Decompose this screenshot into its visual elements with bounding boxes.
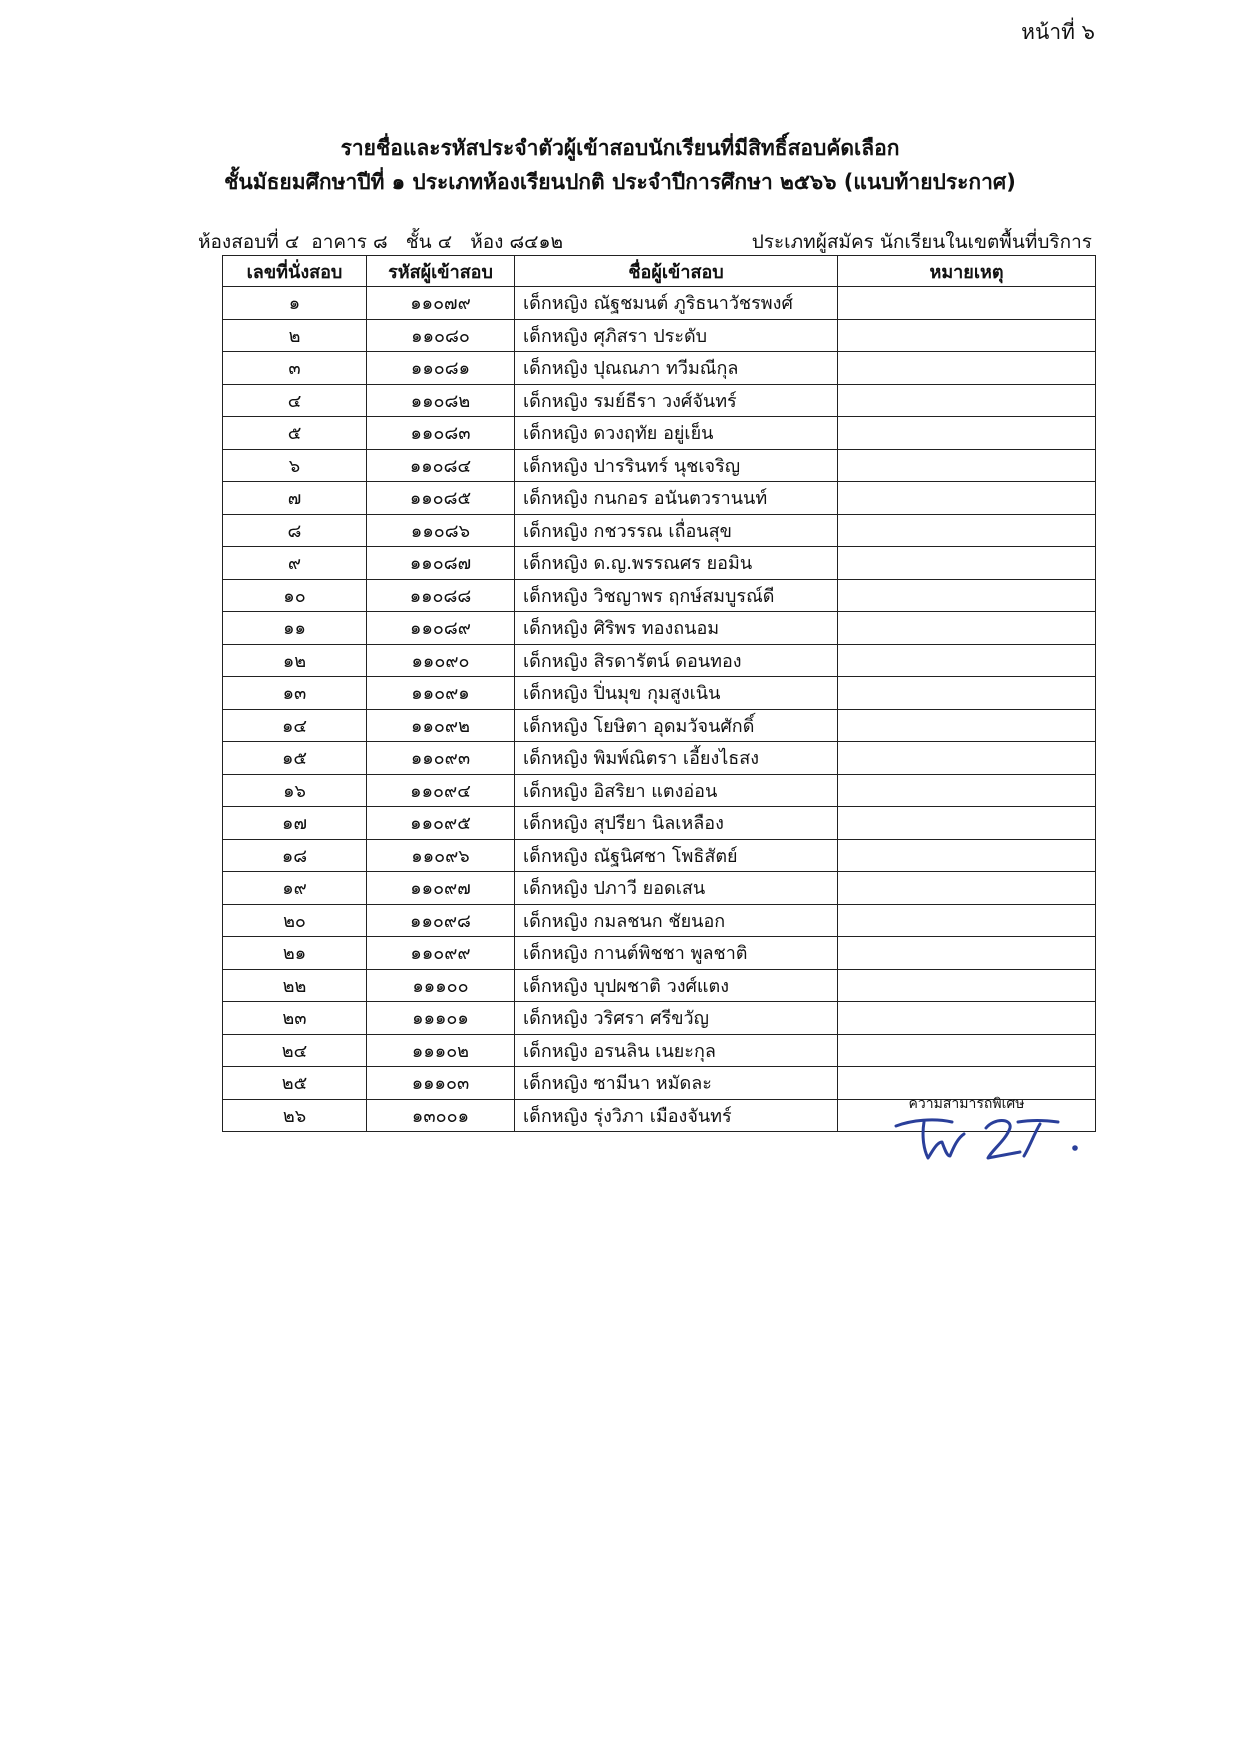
table-row: [223, 969, 1096, 1002]
table-row: [223, 579, 1096, 612]
remarks-cell: [838, 807, 1096, 840]
candidate-code-cell: ๑๑๑๐๐: [367, 969, 515, 1002]
seat-number-cell: ๑๐: [223, 579, 367, 612]
candidate-table: [222, 255, 1096, 1132]
table-row: [223, 774, 1096, 807]
seat-number-cell: ๑: [223, 287, 367, 320]
remarks-cell: [838, 677, 1096, 710]
header-remarks: หมายเหตุ: [838, 256, 1096, 287]
candidate-name-cell: เด็กหญิง ปารรินทร์ นุชเจริญ: [515, 449, 838, 482]
remarks-cell: [838, 547, 1096, 580]
document-title-line1: รายชื่อและรหัสประจำตัวผู้เข้าสอบนักเรียนที่มีสิทธิ์สอบคัดเลือก: [340, 136, 900, 160]
candidate-name-cell: เด็กหญิง รมย์ธีรา วงศ์จันทร์: [515, 384, 838, 417]
remarks-cell: [838, 872, 1096, 905]
remarks-cell: [838, 742, 1096, 775]
candidate-name-cell: เด็กหญิง ปิ่นมุข กุมสูงเนิน: [515, 677, 838, 710]
candidate-name-cell: เด็กหญิง อรนลิน เนยะกุล: [515, 1034, 838, 1067]
remarks-cell: [838, 904, 1096, 937]
candidate-name-cell: เด็กหญิง ซามีนา หมัดละ: [515, 1067, 838, 1100]
seat-number-cell: ๖: [223, 449, 367, 482]
remarks-cell: [838, 352, 1096, 385]
table-body: [223, 287, 1096, 1132]
seat-number-cell: ๑๒: [223, 644, 367, 677]
candidate-name-cell: เด็กหญิง ณัฐนิศชา โพธิสัตย์: [515, 839, 838, 872]
table-row: [223, 449, 1096, 482]
remarks-cell: [838, 1034, 1096, 1067]
header-candidate-code: รหัสผู้เข้าสอบ: [367, 256, 515, 287]
seat-number-cell: ๑๘: [223, 839, 367, 872]
document-title-line2: ชั้นมัธยมศึกษาปีที่ ๑ ประเภทห้องเรียนปกติ ประจำปีการศึกษา ๒๕๖๖ (แนบท้ายประกาศ): [224, 170, 1016, 194]
header-seat-number: เลขที่นั่งสอบ: [223, 256, 367, 287]
candidate-name-cell: เด็กหญิง กชวรรณ เถื่อนสุข: [515, 514, 838, 547]
table-row: [223, 937, 1096, 970]
table-row: [223, 287, 1096, 320]
table-row: [223, 612, 1096, 645]
candidate-code-cell: ๑๑๐๘๘: [367, 579, 515, 612]
remarks-cell: [838, 579, 1096, 612]
candidate-name-cell: เด็กหญิง ศิริพร ทองถนอม: [515, 612, 838, 645]
seat-number-cell: ๒๓: [223, 1002, 367, 1035]
remarks-cell: [838, 1002, 1096, 1035]
candidate-name-cell: เด็กหญิง อิสริยา แตงอ่อน: [515, 774, 838, 807]
seat-number-cell: ๒๐: [223, 904, 367, 937]
candidate-name-cell: เด็กหญิง สุปรียา นิลเหลือง: [515, 807, 838, 840]
seat-number-cell: ๒๕: [223, 1067, 367, 1100]
candidate-name-cell: เด็กหญิง กมลชนก ชัยนอก: [515, 904, 838, 937]
candidate-code-cell: ๑๑๑๐๑: [367, 1002, 515, 1035]
candidate-code-cell: ๑๑๐๙๕: [367, 807, 515, 840]
candidate-code-cell: ๑๑๐๙๗: [367, 872, 515, 905]
seat-number-cell: ๒: [223, 319, 367, 352]
candidate-code-cell: ๑๑๑๐๓: [367, 1067, 515, 1100]
remarks-cell: [838, 417, 1096, 450]
table-row: [223, 482, 1096, 515]
remarks-cell: [838, 644, 1096, 677]
table-row: [223, 872, 1096, 905]
candidate-code-cell: ๑๑๐๘๖: [367, 514, 515, 547]
candidate-code-cell: ๑๑๐๙๙: [367, 937, 515, 970]
candidate-name-cell: เด็กหญิง ปุณณภา ทวีมณีกุล: [515, 352, 838, 385]
candidate-code-cell: ๑๑๐๘๕: [367, 482, 515, 515]
seat-number-cell: ๑๔: [223, 709, 367, 742]
seat-number-cell: ๒๔: [223, 1034, 367, 1067]
seat-number-cell: ๑๑: [223, 612, 367, 645]
seat-number-cell: ๑๓: [223, 677, 367, 710]
table-row: [223, 1002, 1096, 1035]
remarks-text: ความสามารถพิเศษ: [908, 1095, 1025, 1112]
candidate-code-cell: ๑๑๑๐๒: [367, 1034, 515, 1067]
candidate-name-cell: เด็กหญิง ดวงฤทัย อยู่เย็น: [515, 417, 838, 450]
table-row: [223, 644, 1096, 677]
signature-icon: [890, 1112, 1090, 1172]
seat-number-cell: ๙: [223, 547, 367, 580]
remarks-cell: [838, 514, 1096, 547]
seat-number-cell: ๓: [223, 352, 367, 385]
candidate-code-cell: ๑๑๐๙๑: [367, 677, 515, 710]
candidate-code-cell: ๑๑๐๘๑: [367, 352, 515, 385]
remarks-cell: [838, 612, 1096, 645]
table-row: [223, 904, 1096, 937]
candidate-code-cell: ๑๑๐๙๐: [367, 644, 515, 677]
candidate-code-cell: ๑๑๐๘๔: [367, 449, 515, 482]
seat-number-cell: ๔: [223, 384, 367, 417]
candidate-name-cell: เด็กหญิง ศุภิสรา ประดับ: [515, 319, 838, 352]
seat-number-cell: ๑๙: [223, 872, 367, 905]
seat-number-cell: ๑๖: [223, 774, 367, 807]
remarks-cell: [838, 774, 1096, 807]
table-row: [223, 384, 1096, 417]
table-row: [223, 352, 1096, 385]
candidate-code-cell: ๑๑๐๘๗: [367, 547, 515, 580]
candidate-name-cell: เด็กหญิง ด.ญ.พรรณศร ยอมิน: [515, 547, 838, 580]
candidate-name-cell: เด็กหญิง พิมพ์ณิตรา เอี้ยงไธสง: [515, 742, 838, 775]
seat-number-cell: ๒๑: [223, 937, 367, 970]
candidate-code-cell: ๑๑๐๙๓: [367, 742, 515, 775]
table-row: [223, 417, 1096, 450]
candidate-name-cell: เด็กหญิง สิรดารัตน์ ดอนทอง: [515, 644, 838, 677]
candidate-code-cell: ๑๓๐๐๑: [367, 1099, 515, 1132]
remarks-cell: [838, 384, 1096, 417]
candidate-name-cell: เด็กหญิง กานต์พิชชา พูลชาติ: [515, 937, 838, 970]
header-candidate-name: ชื่อผู้เข้าสอบ: [515, 256, 838, 287]
table-row: [223, 807, 1096, 840]
seat-number-cell: ๒๖: [223, 1099, 367, 1132]
table-row: [223, 319, 1096, 352]
remarks-cell: [838, 709, 1096, 742]
remarks-cell: [838, 969, 1096, 1002]
table-row: [223, 677, 1096, 710]
candidate-code-cell: ๑๑๐๗๙: [367, 287, 515, 320]
candidate-code-cell: ๑๑๐๙๒: [367, 709, 515, 742]
candidate-code-cell: ๑๑๐๙๖: [367, 839, 515, 872]
candidate-code-cell: ๑๑๐๙๔: [367, 774, 515, 807]
candidate-name-cell: เด็กหญิง บุปผชาติ วงศ์แตง: [515, 969, 838, 1002]
candidate-code-cell: ๑๑๐๘๒: [367, 384, 515, 417]
candidate-name-cell: เด็กหญิง ปภาวี ยอดเสน: [515, 872, 838, 905]
remarks-cell: [838, 937, 1096, 970]
table-row: [223, 514, 1096, 547]
remarks-cell: [838, 319, 1096, 352]
remarks-cell: [838, 839, 1096, 872]
candidate-name-cell: เด็กหญิง วิชญาพร ฤกษ์สมบูรณ์ดี: [515, 579, 838, 612]
table-row: [223, 709, 1096, 742]
seat-number-cell: ๑๕: [223, 742, 367, 775]
candidate-name-cell: เด็กหญิง ณัฐชมนต์ ภูริธนาวัชรพงศ์: [515, 287, 838, 320]
table-row: [223, 742, 1096, 775]
seat-number-cell: ๘: [223, 514, 367, 547]
seat-number-cell: ๒๒: [223, 969, 367, 1002]
candidate-code-cell: ๑๑๐๙๘: [367, 904, 515, 937]
seat-number-cell: ๗: [223, 482, 367, 515]
candidate-name-cell: เด็กหญิง กนกอร อนันตวรานนท์: [515, 482, 838, 515]
seat-number-cell: ๕: [223, 417, 367, 450]
remarks-cell: [838, 449, 1096, 482]
applicant-type: ประเภทผู้สมัคร นักเรียนในเขตพื้นที่บริการ: [751, 231, 1092, 253]
table-row: [223, 839, 1096, 872]
candidate-code-cell: ๑๑๐๘๐: [367, 319, 515, 352]
candidate-code-cell: ๑๑๐๘๓: [367, 417, 515, 450]
table-row: [223, 547, 1096, 580]
candidate-name-cell: เด็กหญิง วริศรา ศรีขวัญ: [515, 1002, 838, 1035]
table-header-row: [223, 256, 1096, 287]
seat-number-cell: ๑๗: [223, 807, 367, 840]
remarks-cell: [838, 287, 1096, 320]
candidate-name-cell: เด็กหญิง รุ่งวิภา เมืองจันทร์: [515, 1099, 838, 1132]
candidate-code-cell: ๑๑๐๘๙: [367, 612, 515, 645]
exam-room-info: ห้องสอบที่ ๔ อาคาร ๘ ชั้น ๔ ห้อง ๘๔๑๒: [198, 231, 564, 253]
table-row: [223, 1034, 1096, 1067]
page-number: หน้าที่ ๖: [1021, 20, 1095, 44]
remarks-cell: [838, 482, 1096, 515]
candidate-name-cell: เด็กหญิง โยษิตา อุดมวัจนศักดิ์: [515, 709, 838, 742]
